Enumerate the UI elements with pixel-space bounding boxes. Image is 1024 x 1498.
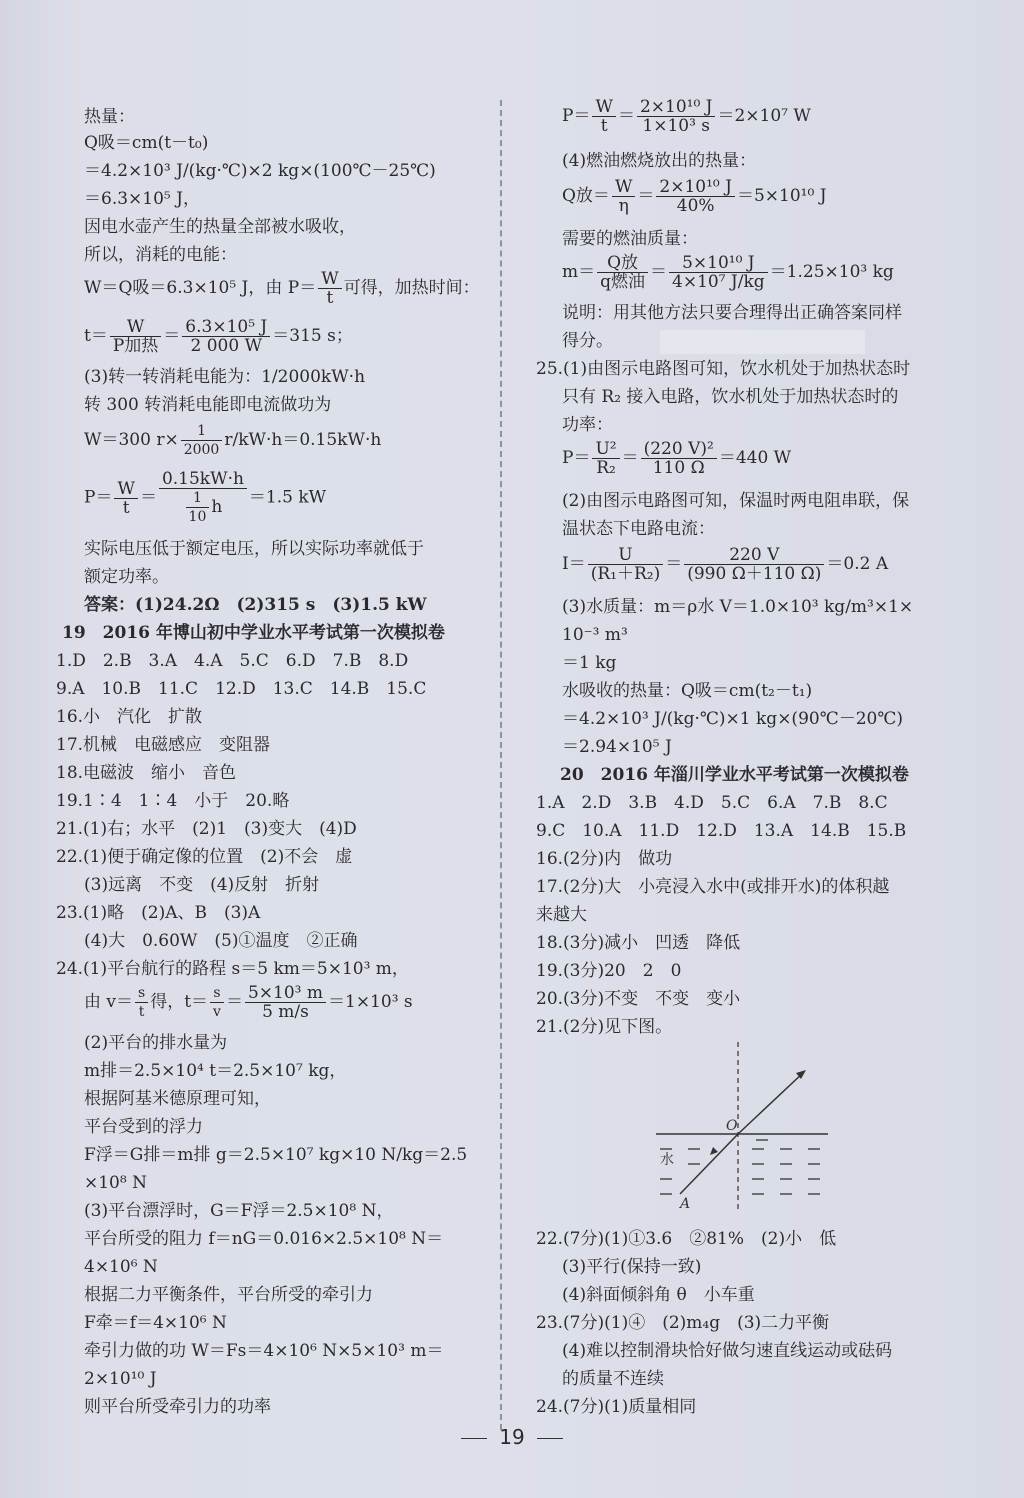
text-line: 平台受到的浮力 [84,1117,203,1137]
fraction [245,984,326,1021]
dash-right [537,1438,563,1439]
answer-line: 23.(1)略 (2)A、B (3)A [56,903,261,923]
text-line: ＝1 kg [562,653,617,673]
denominator: t [600,116,608,136]
numerator: W [612,178,635,197]
answer-line: 答案：(1)24.2Ω (2)315 s (3)1.5 kW [84,595,427,615]
fraction [684,546,824,583]
formula-line [84,422,381,459]
fraction [656,178,735,215]
answer-line: 17.(2分)大 小亮浸入水中(或排开水)的体积越 [536,877,890,897]
answer-line: 24.(1)平台航行的路程 s＝5 km＝5×10³ m， [56,959,409,979]
numerator: Q放 [597,254,648,273]
numerator: W [114,480,137,499]
text-line: 得分。 [562,331,613,351]
text-line: (3)转一转消耗电能为：1/2000kW·h [84,367,366,387]
highlight-mark [660,330,865,354]
text-line: 因电水壶产生的热量全部被水吸收， [84,217,356,237]
denominator: 10 [188,509,207,525]
numerator: 5×10³ m [245,984,326,1003]
answer-line: 21.(1)右；水平 (2)1 (3)变大 (4)D [56,819,357,839]
answer-line: 的质量不连续 [562,1369,664,1389]
formula-text: ＝ [617,106,635,126]
numerator: 6.3×10⁵ J [182,318,270,337]
answer-line: 22.(7分)(1)①3.6 ②81% (2)小 低 [536,1229,837,1249]
fraction [641,440,717,477]
text-line: F浮＝G排＝m排 g＝2.5×10⁷ kg×10 N/kg＝2.5 [84,1145,468,1165]
text-line: F牵＝f＝4×10⁶ N [84,1313,227,1333]
denominator: R₂ [596,458,616,478]
page-number [0,1425,1024,1449]
numerator: U² [592,440,619,459]
fraction [597,254,648,291]
formula-text: ＝ [621,448,639,468]
numerator: W [318,270,341,289]
denominator: η [618,196,629,216]
numerator: 2×10¹⁰ J [656,178,735,197]
answer-line: 24.(7分)(1)质量相同 [536,1397,697,1417]
numerator: 5×10¹⁰ J [669,254,768,273]
formula-text: P＝ [84,487,113,508]
text-line: 说明：用其他方法只要合理得出正确答案同样 [562,303,902,323]
formula-text: ＝440 W [718,448,792,468]
formula-text: W＝Q吸＝6.3×10⁵ J，由 P＝ [84,278,317,298]
formula-text: t＝ [84,326,108,346]
denominator: (990 Ω＋110 Ω) [687,564,822,584]
fraction [592,98,615,135]
answer-line: 18.电磁波 缩小 音色 [56,763,237,783]
answer-line: 9.A 10.B 11.C 12.D 13.C 14.B 15.C [56,679,427,699]
answer-line: 19.1∶4 1∶4 小于 20.略 [56,791,290,811]
text-line: 转 300 转消耗电能即电流做功为 [84,395,332,415]
answer-line: (4)难以控制滑块恰好做匀速直线运动或砝码 [562,1341,893,1361]
fraction [110,318,161,355]
formula-line [84,318,353,355]
fraction [588,546,664,583]
text-line: ＝4.2×10³ J/(kg·℃)×2 kg×(100℃－25℃) [84,161,436,181]
formula-text: W＝300 r× [84,430,179,450]
formula-text: P＝ [562,448,591,468]
text-line: 根据二力平衡条件，平台所受的牵引力 [84,1285,373,1305]
formula-text: ＝1.25×10³ kg [769,262,894,282]
denominator: P加热 [112,336,159,356]
point-a-label: A [680,1196,691,1212]
denominator: 5 m/s [262,1002,309,1022]
incident-arrow [710,1147,718,1155]
text-line: 只有 R₂ 接入电路，饮水机处于加热状态时的 [562,387,899,407]
text-line: 4×10⁶ N [84,1257,158,1277]
denominator [159,489,247,526]
text-line: 热量： [84,107,135,127]
fraction [637,98,716,135]
text-line: 则平台所受牵引力的功率 [84,1397,271,1417]
dash-left [461,1438,487,1439]
numerator: U [588,546,664,565]
text-line: 2×10¹⁰ J [84,1369,157,1389]
text-line: 25.(1)由图示电路图可知，饮水机处于加热状态时 [536,359,911,379]
answer-line: 16.小 汽化 扩散 [56,707,203,727]
formula-text: P＝ [562,106,591,126]
section-title: 19 2016 年博山初中学业水平考试第一次模拟卷 [62,623,445,643]
formula-text: m＝ [562,262,596,282]
unit: h [211,497,223,517]
formula-text: ＝ [163,326,181,346]
text-line: m排＝2.5×10⁴ t＝2.5×10⁷ kg， [84,1061,347,1081]
fraction [612,178,635,215]
answer-line: (4)斜面倾斜角 θ 小车重 [562,1285,755,1305]
numerator: W [110,318,161,337]
fraction [114,480,137,517]
denominator: q燃油 [600,272,646,292]
fraction [210,984,224,1021]
text-line: 需要的燃油质量： [562,229,698,249]
denominator: t [122,497,130,518]
answer-line: 来越大 [536,905,587,925]
column-divider [500,100,502,1430]
formula-line [562,546,888,583]
text-line: 实际电压低于额定电压，所以实际功率就低于 [84,539,424,559]
denominator: v [213,1004,221,1020]
numerator: s [135,984,148,1003]
formula-line [562,440,791,477]
formula-text: ＝2×10⁷ W [717,106,811,126]
numerator: 2×10¹⁰ J [637,98,716,117]
denominator: t [326,288,334,308]
denominator: 2 000 W [190,336,263,356]
answer-line: 17.机械 电磁感应 变阻器 [56,735,271,755]
formula-text: ＝ [650,262,668,282]
numerator: 220 V [684,546,824,565]
answer-line: 19.(3分)20 2 0 [536,961,682,981]
text-line: Q吸＝cm(t－t₀) [84,133,209,153]
fraction [318,270,341,307]
numerator: W [592,98,615,117]
text-line: ＝2.94×10⁵ J [562,737,672,757]
fraction [159,470,247,526]
formula-line [562,254,894,291]
text-line: 平台所受的阻力 f＝nG＝0.016×2.5×10⁸ N＝ [84,1229,444,1249]
answer-line: 1.A 2.D 3.B 4.D 5.C 6.A 7.B 8.C [536,793,888,813]
denominator: 4×10⁷ J/kg [672,272,765,292]
answer-line: 20.(3分)不变 不变 变小 [536,989,741,1009]
text-line: ×10⁸ N [84,1173,147,1193]
denominator: 2000 [183,442,220,458]
text-line: 所以，消耗的电能： [84,245,237,265]
text-line: ＝4.2×10³ J/(kg·℃)×1 kg×(90℃－20℃) [562,709,903,729]
formula-text: ＝0.2 A [826,554,889,574]
answer-line: 23.(7分)(1)④ (2)m₄g (3)二力平衡 [536,1313,830,1333]
formula-text: ＝ [139,487,157,508]
fraction [135,984,148,1021]
text-line: (4)燃油燃烧放出的热量： [562,151,757,171]
numerator: 1 [186,489,210,508]
answer-line: 16.(2分)内 做功 [536,849,673,869]
answer-line: 1.D 2.B 3.A 4.A 5.C 6.D 7.B 8.D [56,651,409,671]
numerator: s [210,984,224,1003]
denominator: 40% [676,196,715,216]
formula-text: ＝315 s； [272,326,353,346]
formula-text: r/kW·h＝0.15kW·h [224,430,382,450]
formula-text: I＝ [562,554,586,574]
formula-text: ＝ [665,554,683,574]
formula-text: ＝ [225,992,243,1012]
formula-line [84,270,480,307]
fraction [182,318,270,355]
fraction [181,422,223,459]
formula-line [562,98,811,135]
numerator: 1 [181,422,223,441]
water-label: 水 [660,1152,674,1168]
denominator: t [138,1004,145,1020]
formula-text: 可得，加热时间： [343,278,480,298]
text-line: 10⁻³ m³ [562,625,628,645]
fraction [669,254,768,291]
answer-line: (4)大 0.60W (5)①温度 ②正确 [84,931,358,951]
text-line: 牵引力做的功 W＝Fs＝4×10⁶ N×5×10³ m＝ [84,1341,444,1361]
text-line: 根据阿基米德原理可知， [84,1089,271,1109]
text-line: 水吸收的热量：Q吸＝cm(t₂－t₁) [562,681,813,701]
refracted-ray [738,1072,804,1134]
fraction [592,440,619,477]
numerator: 0.15kW·h [159,470,247,489]
answer-line: 22.(1)便于确定像的位置 (2)不会 虚 [56,847,353,867]
refraction-diagram [648,1042,838,1222]
text-line: (2)平台的排水量为 [84,1033,228,1053]
formula-text: ＝5×10¹⁰ J [736,186,827,206]
formula-text: Q放＝ [562,186,610,206]
denominator: 110 Ω [652,458,705,478]
formula-text: 得，t＝ [150,992,209,1012]
point-o-label: O [726,1118,738,1134]
text-line: 温状态下电路电流： [562,519,715,539]
section-title: 20 2016 年淄川学业水平考试第一次模拟卷 [560,765,909,785]
answer-line: 21.(2分)见下图。 [536,1017,673,1037]
formula-line [84,984,413,1021]
text-line: 额定功率。 [84,567,169,587]
text-line: 功率： [562,415,613,435]
answer-line: (3)远离 不变 (4)反射 折射 [84,875,320,895]
formula-text: ＝1×10³ s [328,992,413,1012]
formula-text: ＝ [637,186,655,206]
page-number-text: 19 [499,1425,525,1449]
text-line: ＝6.3×10⁵ J， [84,189,200,209]
numerator: (220 V)² [641,440,717,459]
water-marks [660,1140,820,1194]
formula-line [562,178,827,215]
formula-text: ＝1.5 kW [248,487,327,508]
answer-line: (3)平行(保持一致) [562,1257,702,1277]
text-line: (3)平台漂浮时，G＝F浮＝2.5×10⁸ N， [84,1201,394,1221]
text-line: (3)水质量：m＝ρ水 V＝1.0×10³ kg/m³×1× [562,597,914,617]
formula-text: 由 v＝ [84,992,134,1012]
answer-line: 9.C 10.A 11.D 12.D 13.A 14.B 15.B [536,821,907,841]
denominator: (R₁＋R₂) [590,564,661,584]
answer-line: 18.(3分)减小 凹透 降低 [536,933,741,953]
text-line: (2)由图示电路图可知，保温时两电阻串联，保 [562,491,910,511]
fraction [186,489,210,526]
denominator: 1×10³ s [642,116,711,136]
formula-line [84,470,326,526]
